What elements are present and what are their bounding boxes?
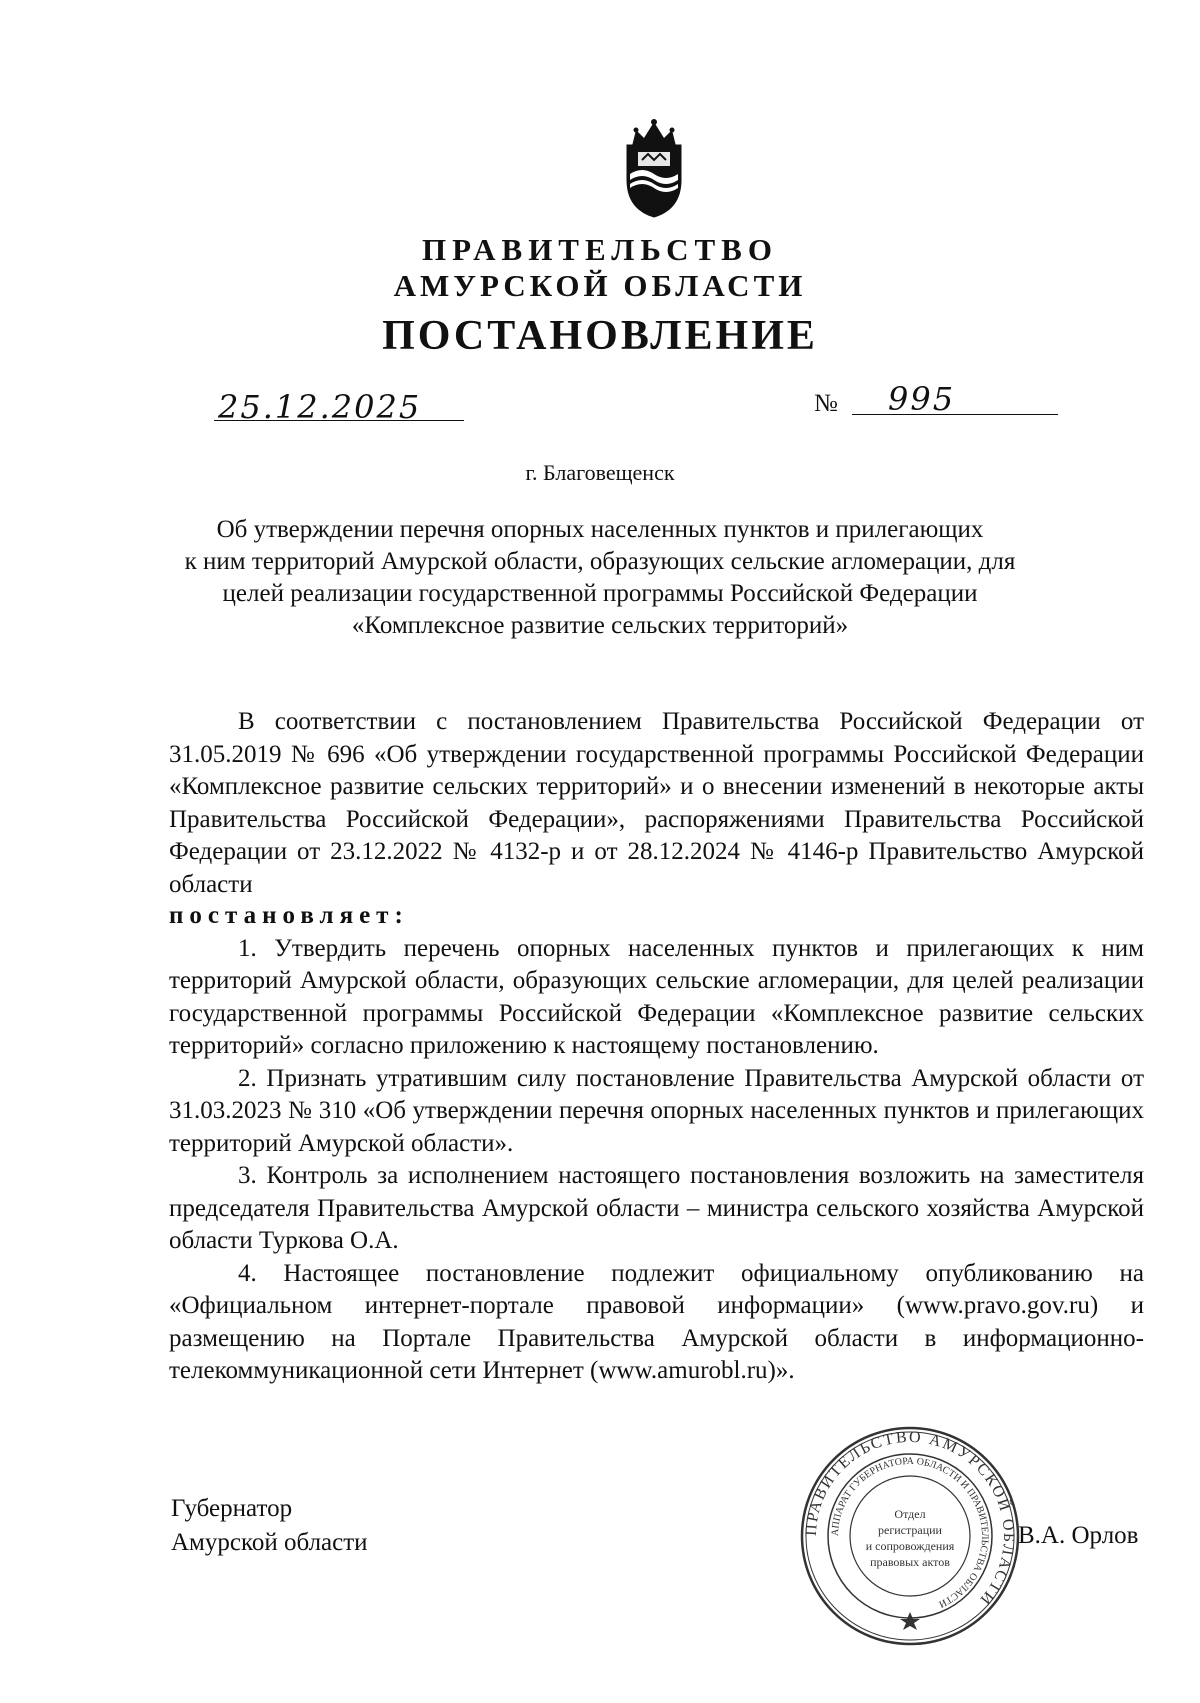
handwritten-number: 995 xyxy=(888,380,956,418)
title-line: «Комплексное развитие сельских территорий» xyxy=(351,612,849,639)
coat-of-arms-emblem xyxy=(614,116,694,220)
seal-star-icon xyxy=(900,1612,920,1630)
number-sign: № xyxy=(814,390,838,417)
date-underline xyxy=(214,420,464,421)
item-1: 1. Утвердить перечень опорных населенных пунктов и прилегающих к ним территорий Амурской области, образующих сельские агломерации, для целей реализации государственной программы Российской Федерации «Комплексное развитие сельских территорий» согласно приложению к настоящему постановлению. xyxy=(169,934,1144,1059)
item-2: 2. Признать утратившим силу постановление Правительства Амурской области от 31.03.2023 № 310 «Об утверждении перечня опорных населенных пунктов и прилегающих территорий Амурской области». xyxy=(169,1064,1144,1157)
preamble-paragraph xyxy=(169,706,1144,901)
title-line: целей реализации государственной программы Российской Федерации xyxy=(222,580,978,607)
seal-center-line: Отдел xyxy=(894,1507,926,1521)
seal-outer-text: ПРАВИТЕЛЬСТВО АМУРСКОЙ ОБЛАСТИ xyxy=(802,1428,1018,1610)
document-title xyxy=(150,514,1050,642)
government-name-line2: АМУРСКОЙ ОБЛАСТИ xyxy=(393,268,807,303)
preamble-text: В соответствии с постановлением Правительства Российской Федерации от 31.05.2019 № 696 «Об утверждении государственной программы Российской Федерации «Комплексное развитие сельских территорий» и о внесении изменений в некоторые акты Правительства Российской Федерации», распоряжениями Правительства Российской Федерации от 23.12.2022 № 4132-р и от 28.12.2024 № 4146-р Правительство Амурской области xyxy=(169,708,1144,898)
title-line: к ним территорий Амурской области, образующих сельские агломерации, для xyxy=(184,548,1016,575)
signatory-name: В.А. Орлов xyxy=(1018,1522,1139,1549)
document-type-heading: ПОСТАНОВЛЕНИЕ xyxy=(382,313,818,359)
title-line: Об утверждении перечня опорных населенных пунктов и прилегающих xyxy=(216,516,984,543)
position-line2: Амурской области xyxy=(171,1529,368,1556)
decree-word: постановляет: xyxy=(169,902,409,929)
seal-center-line: и сопровождения xyxy=(865,1539,955,1553)
seal-center-line: правовых актов xyxy=(870,1555,950,1569)
handwritten-date: 25.12.2025 xyxy=(218,388,422,426)
city-line: г. Благовещенск xyxy=(525,460,675,485)
position-line1: Губернатор xyxy=(171,1495,293,1522)
official-stamp xyxy=(798,1424,1022,1648)
item-4: 4. Настоящее постановление подлежит официальному опубликованию на «Официальном интернет-портале правовой информации» (www.pravo.gov.ru) и размещению на Портале Правительства Амурской области в информационно-телекоммуникационной сети Интернет (www.amurobl.ru)». xyxy=(169,1259,1144,1384)
item-3: 3. Контроль за исполнением настоящего постановления возложить на заместителя председателя Правительства Амурской области – министра сельского хозяйства Амурской области Туркова О.А. xyxy=(169,1162,1144,1254)
number-underline xyxy=(852,414,1058,415)
seal-center-line: регистрации xyxy=(878,1523,942,1537)
government-name-line1: ПРАВИТЕЛЬСТВО xyxy=(422,232,778,267)
seal-ring-text: АППАРАТ ГУБЕРНАТОРА ОБЛАСТИ И ПРАВИТЕЛЬСТВА ОБЛАСТИ xyxy=(829,1455,991,1610)
signatory-position xyxy=(171,1492,368,1560)
decree-block xyxy=(169,900,1144,1388)
